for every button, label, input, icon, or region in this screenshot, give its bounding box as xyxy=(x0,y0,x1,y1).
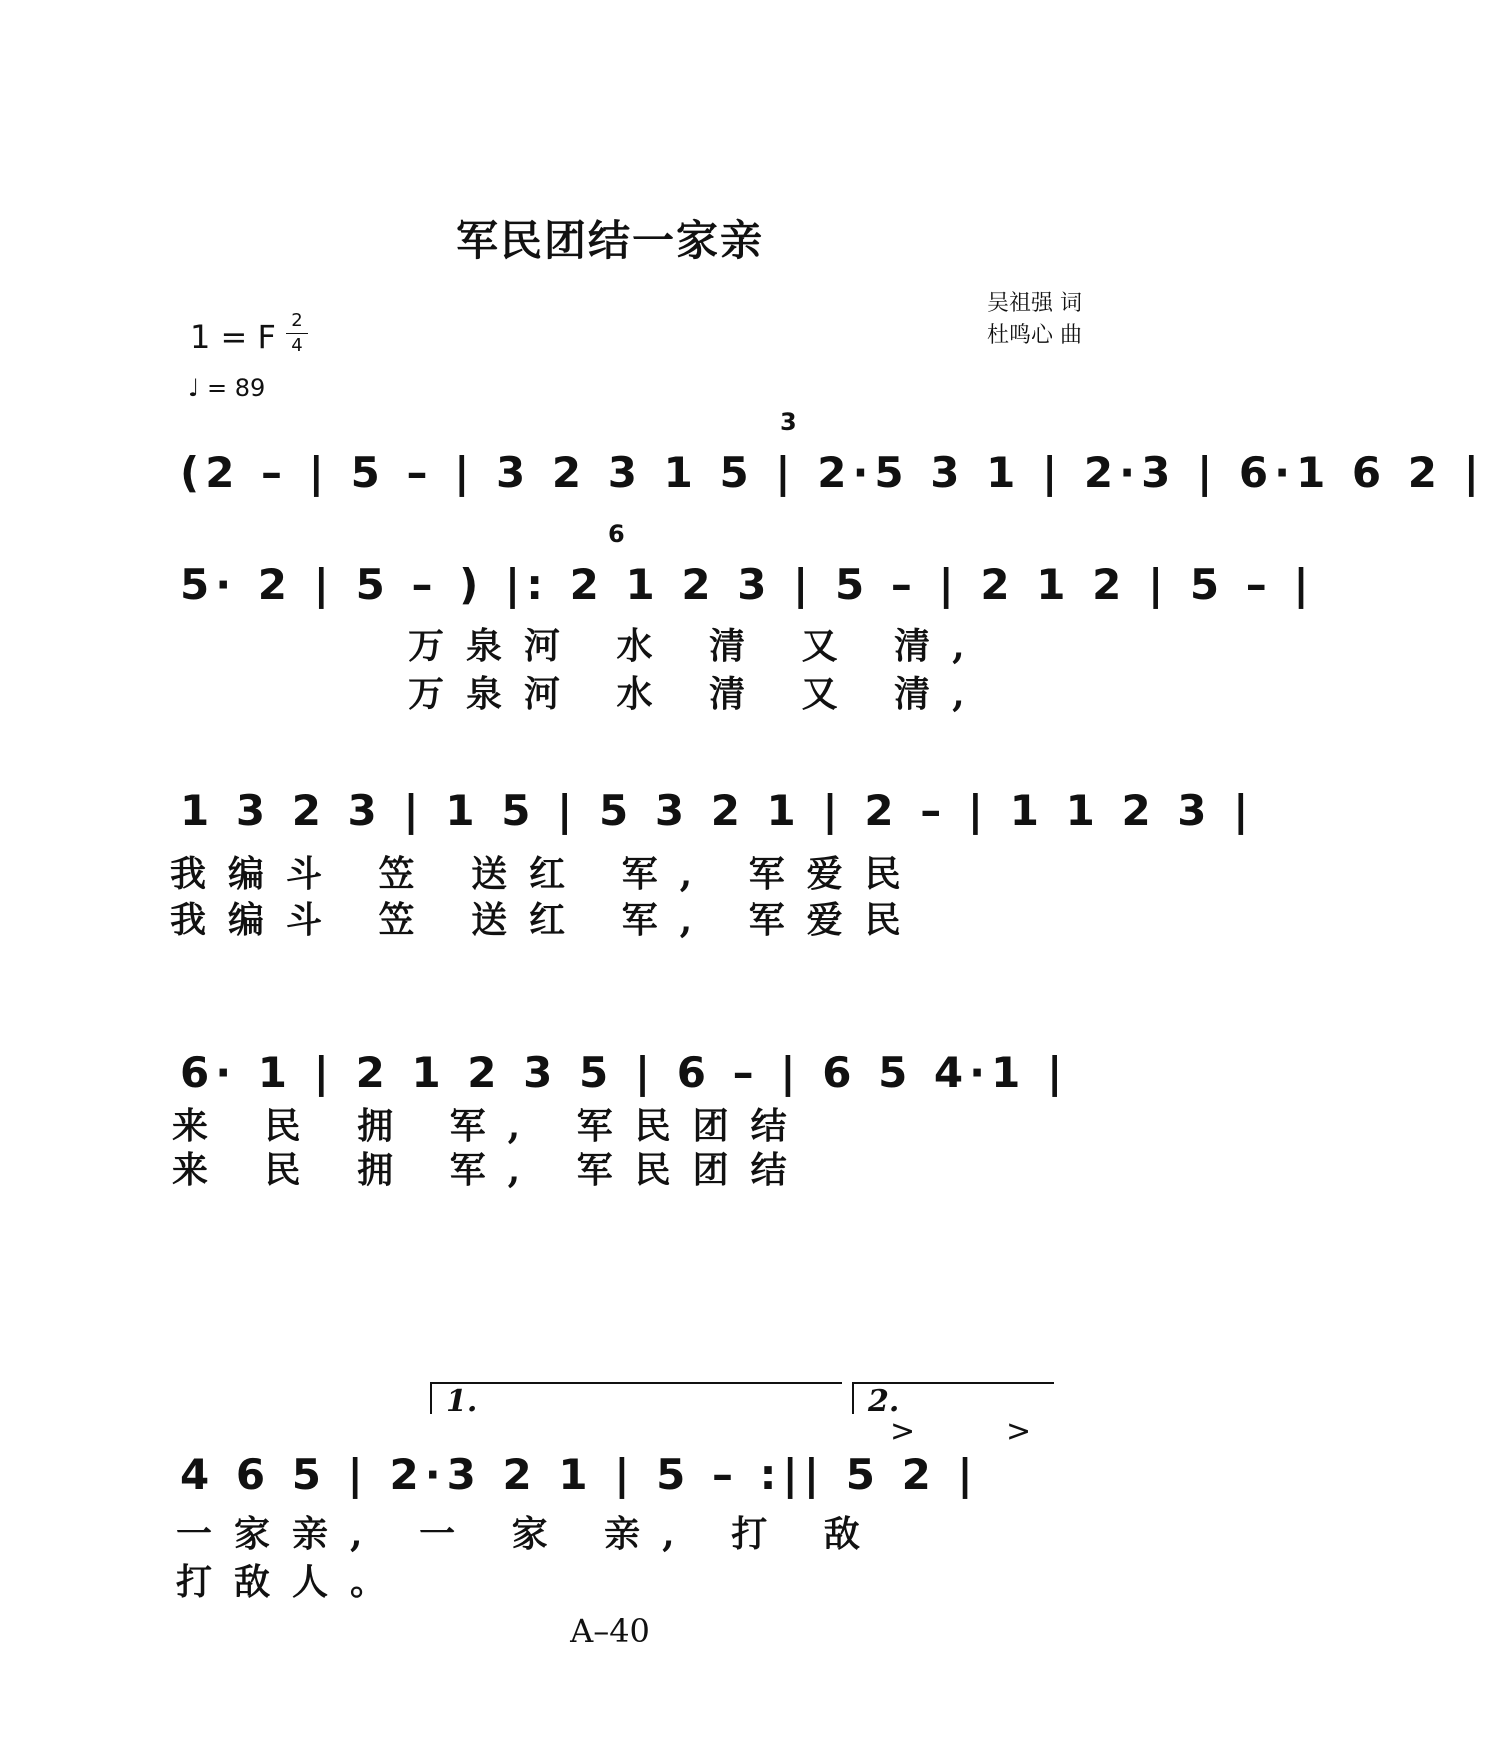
score-system-5 xyxy=(176,1450,1100,1603)
notation-line: 5· 2 | 5 – ) |: 2 1 2 3 | 5 – | 2 1 2 | 5 – | xyxy=(180,560,1315,609)
time-signature-bottom: 4 xyxy=(291,335,303,356)
song-title: 军民团结一家亲 xyxy=(455,216,764,265)
tempo-marking xyxy=(188,374,265,402)
first-ending-bracket xyxy=(430,1382,842,1414)
second-ending-label: 2. xyxy=(868,1384,900,1419)
page-number: A–40 xyxy=(570,1612,650,1650)
lyric-verse-2: 万泉河 水 清 又 清, xyxy=(408,673,987,715)
grace-note: 3 xyxy=(780,408,797,436)
first-ending-label: 1. xyxy=(446,1384,478,1419)
key-signature: 1 = F xyxy=(190,318,276,356)
score-system-4 xyxy=(172,1048,1100,1191)
lyric-verse-1: 万泉河 水 清 又 清, xyxy=(408,625,987,667)
quarter-note-icon: ♩ xyxy=(188,374,200,402)
score-system-1 xyxy=(180,408,1485,508)
lyricist-credit: 吴祖强 词 xyxy=(987,291,1082,316)
accent-mark: > xyxy=(1006,1414,1032,1449)
lyric-verse-1: 一家亲, 一 家 亲, 打 敌 xyxy=(176,1513,882,1555)
notation-line: 4 6 5 | 2·3 2 1 | 5 – :|| 5 2 | xyxy=(180,1450,979,1499)
score-system-3 xyxy=(170,786,1255,941)
time-signature-top: 2 xyxy=(291,310,303,331)
composer-credit: 杜鸣心 曲 xyxy=(987,323,1082,348)
notation-line: 6· 1 | 2 1 2 3 5 | 6 – | 6 5 4·1 | xyxy=(180,1048,1069,1097)
lyric-verse-1: 来 民 拥 军, 军民团结 xyxy=(172,1105,809,1147)
notation-line: 1 3 2 3 | 1 5 | 5 3 2 1 | 2 – | 1 1 2 3 | xyxy=(180,786,1255,835)
tempo-value: = 89 xyxy=(206,374,266,402)
notation-line: (2 – | 5 – | 3 2 3 1 5 | 2·5 3 1 | 2·3 | 6·1 6 2 | xyxy=(180,448,1485,497)
time-signature xyxy=(286,310,308,357)
lyric-verse-2: 我编斗 笠 送红 军, 军爱民 xyxy=(170,899,923,941)
score-system-2 xyxy=(180,520,1315,715)
lyric-verse-2: 来 民 拥 军, 军民团结 xyxy=(172,1149,809,1191)
lyric-verse-2: 打敌人。 xyxy=(176,1561,409,1603)
accent-mark: > xyxy=(890,1414,916,1449)
lyric-verse-1: 我编斗 笠 送红 军, 军爱民 xyxy=(170,853,923,895)
grace-note: 6 xyxy=(608,520,625,548)
